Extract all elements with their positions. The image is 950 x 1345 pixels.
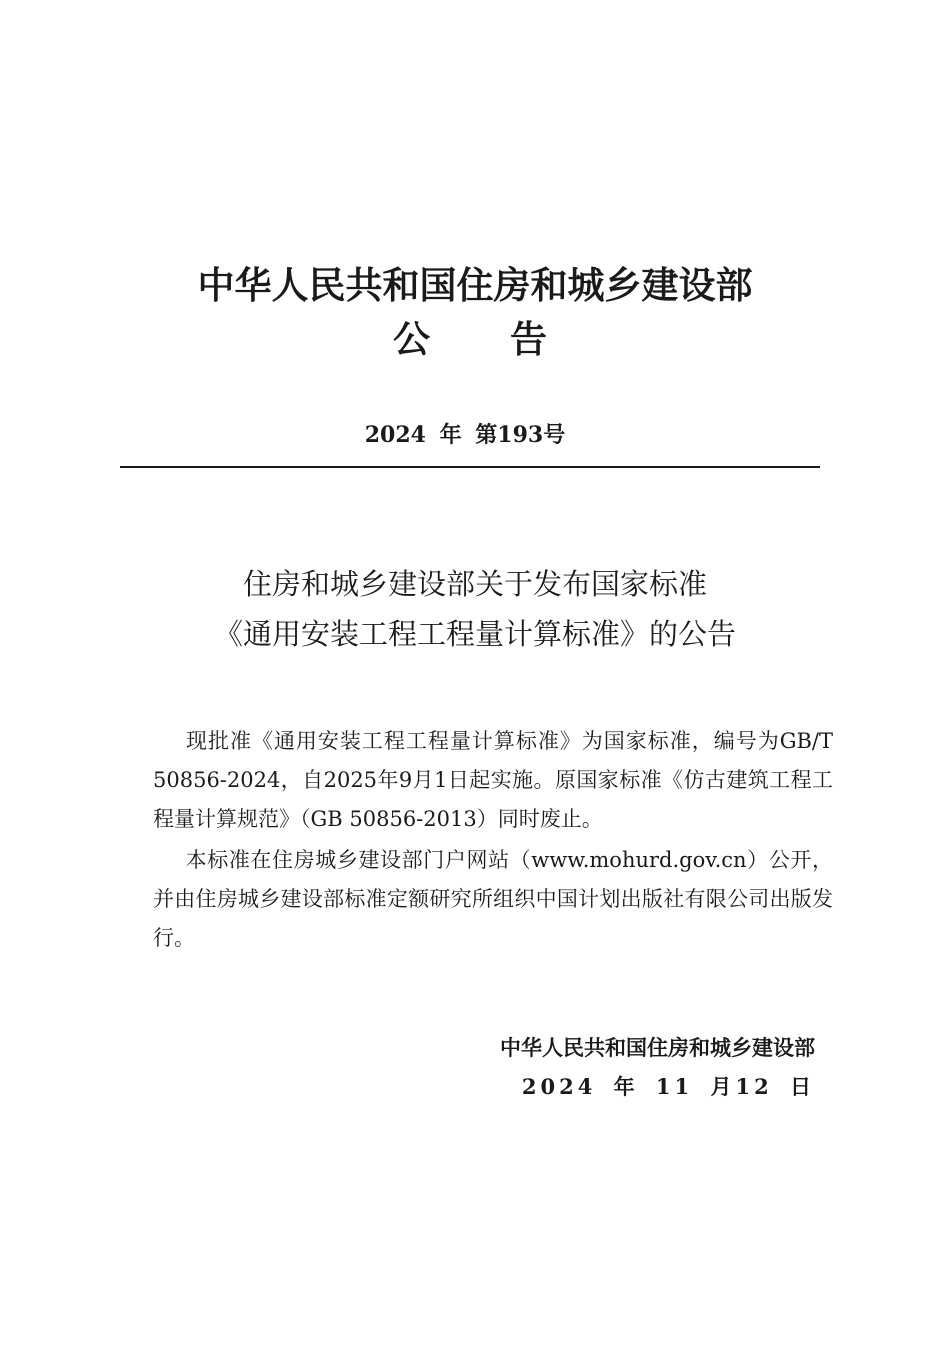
body-paragraph-2-text: 本标准在住房城乡建设部门户网站（www.mohurd.gov.cn）公开，并由住房城乡建设部标准定额研究所组织中国计划出版社有限公司出版发行。 [153,848,833,950]
announcement-title-line-1: 住房和城乡建设部关于发布国家标准 [242,567,707,601]
issuer-heading: 中华人民共和国住房和城乡建设部 [197,264,753,307]
signing-authority: 中华人民共和国住房和城乡建设部 [500,1036,815,1060]
issue-date: 2024 年 11 月12 日 [521,1074,815,1099]
header-divider [120,466,820,468]
document-type-heading: 公告 [393,318,627,361]
document-number: 2024 年 第193号 [364,422,566,448]
announcement-title-line-2: 《通用安装工程工程量计算标准》的公告 [213,617,736,651]
body-paragraph-2 [153,841,833,958]
body-paragraph-1-text: 现批准《通用安装工程工程量计算标准》为国家标准，编号为GB/T 50856-2024，自2025年9月1日起实施。原国家标准《仿古建筑工程工程量计算规范》（GB 50856-2013）同时废止。 [153,729,833,831]
body-paragraph-1 [153,722,833,839]
